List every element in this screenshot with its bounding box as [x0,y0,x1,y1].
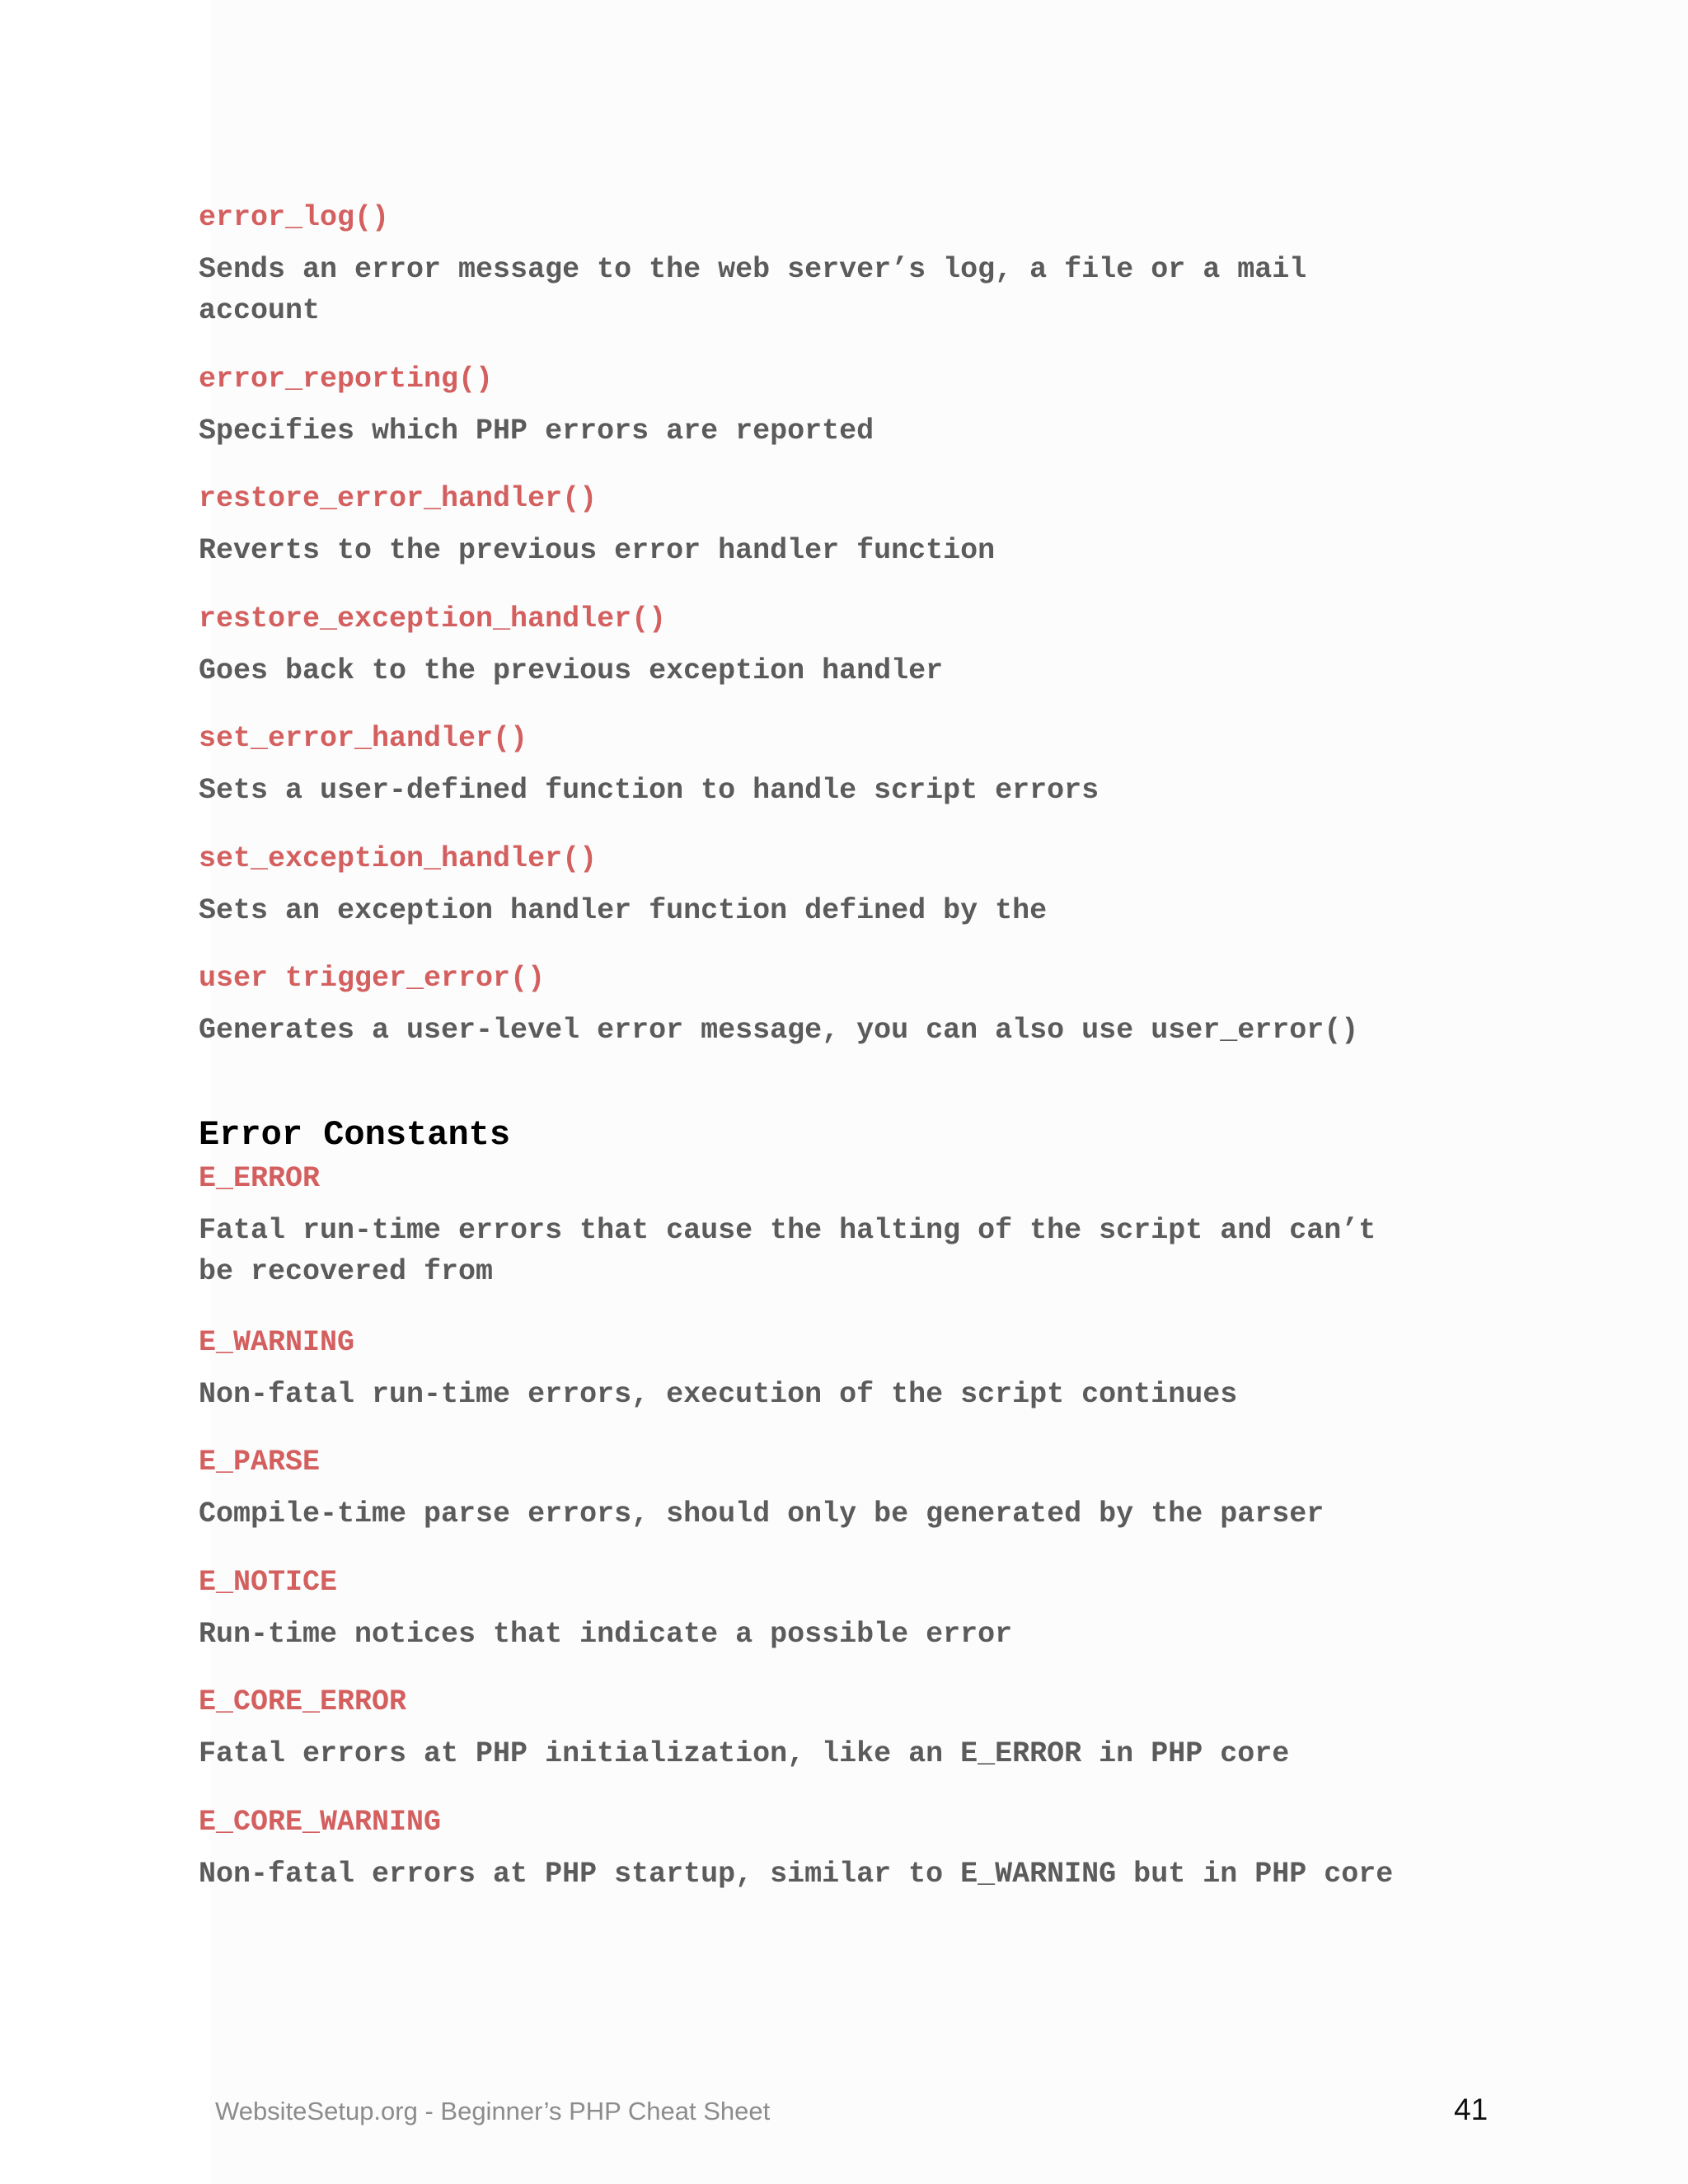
constant-name: E_WARNING [199,1326,355,1359]
function-entry-error-reporting [199,359,1517,452]
function-entry-set-exception-handler [199,839,1517,931]
function-description: Sets an exception handler function defined by the [199,894,1048,927]
constant-description: Compile-time parse errors, should only be generated by the parser [199,1497,1325,1530]
function-entry-restore-error-handler [199,479,1517,571]
constant-entry-e-core-warning [199,1802,1517,1895]
constant-name: E_PARSE [199,1446,321,1479]
function-name: restore_exception_handler() [199,602,667,635]
constant-entry-e-warning [199,1323,1517,1415]
function-name: user trigger_error() [199,962,546,995]
constant-entry-e-core-error [199,1682,1517,1774]
function-description: Goes back to the previous exception handler [199,654,944,687]
function-name: error_log() [199,201,390,234]
constant-name: E_ERROR [199,1162,321,1195]
function-description: Sets a user-defined function to handle script errors [199,774,1100,807]
function-description: Specifies which PHP errors are reported [199,415,874,448]
function-entry-restore-exception-handler [199,599,1517,691]
function-description: Reverts to the previous error handler function [199,534,996,567]
function-description: Generates a user-level error message, you can also use user_error() [199,1014,1359,1047]
constant-name: E_CORE_WARNING [199,1806,442,1839]
constant-description: Fatal run-time errors that cause the halting of the script and can’t be recovered from [199,1214,1376,1288]
constant-entry-e-notice [199,1563,1517,1655]
constant-name: E_NOTICE [199,1566,338,1599]
function-name: restore_error_handler() [199,482,598,515]
constant-entry-e-parse [199,1442,1517,1535]
function-description: Sends an error message to the web server’s log, a file or a mail account [199,253,1307,327]
section-heading: Error Constants [199,1115,511,1155]
constant-name: E_CORE_ERROR [199,1685,407,1718]
constant-description: Run-time notices that indicate a possible error [199,1618,1013,1651]
page-number: 41 [1454,2093,1489,2126]
constant-entry-e-error [199,1159,1517,1292]
function-name: set_exception_handler() [199,842,598,875]
function-entry-set-error-handler [199,719,1517,811]
constant-description: Non-fatal run-time errors, execution of the script continues [199,1378,1238,1411]
constant-description: Fatal errors at PHP initialization, like an E_ERROR in PHP core [199,1737,1290,1770]
footer-text: WebsiteSetup.org - Beginner’s PHP Cheat Sheet [215,2097,771,2125]
function-name: set_error_handler() [199,722,528,755]
function-entry-trigger-error [199,958,1517,1051]
function-entry-error-log [199,198,1517,331]
function-name: error_reporting() [199,363,494,396]
constant-description: Non-fatal errors at PHP startup, similar to E_WARNING but in PHP core [199,1858,1394,1891]
